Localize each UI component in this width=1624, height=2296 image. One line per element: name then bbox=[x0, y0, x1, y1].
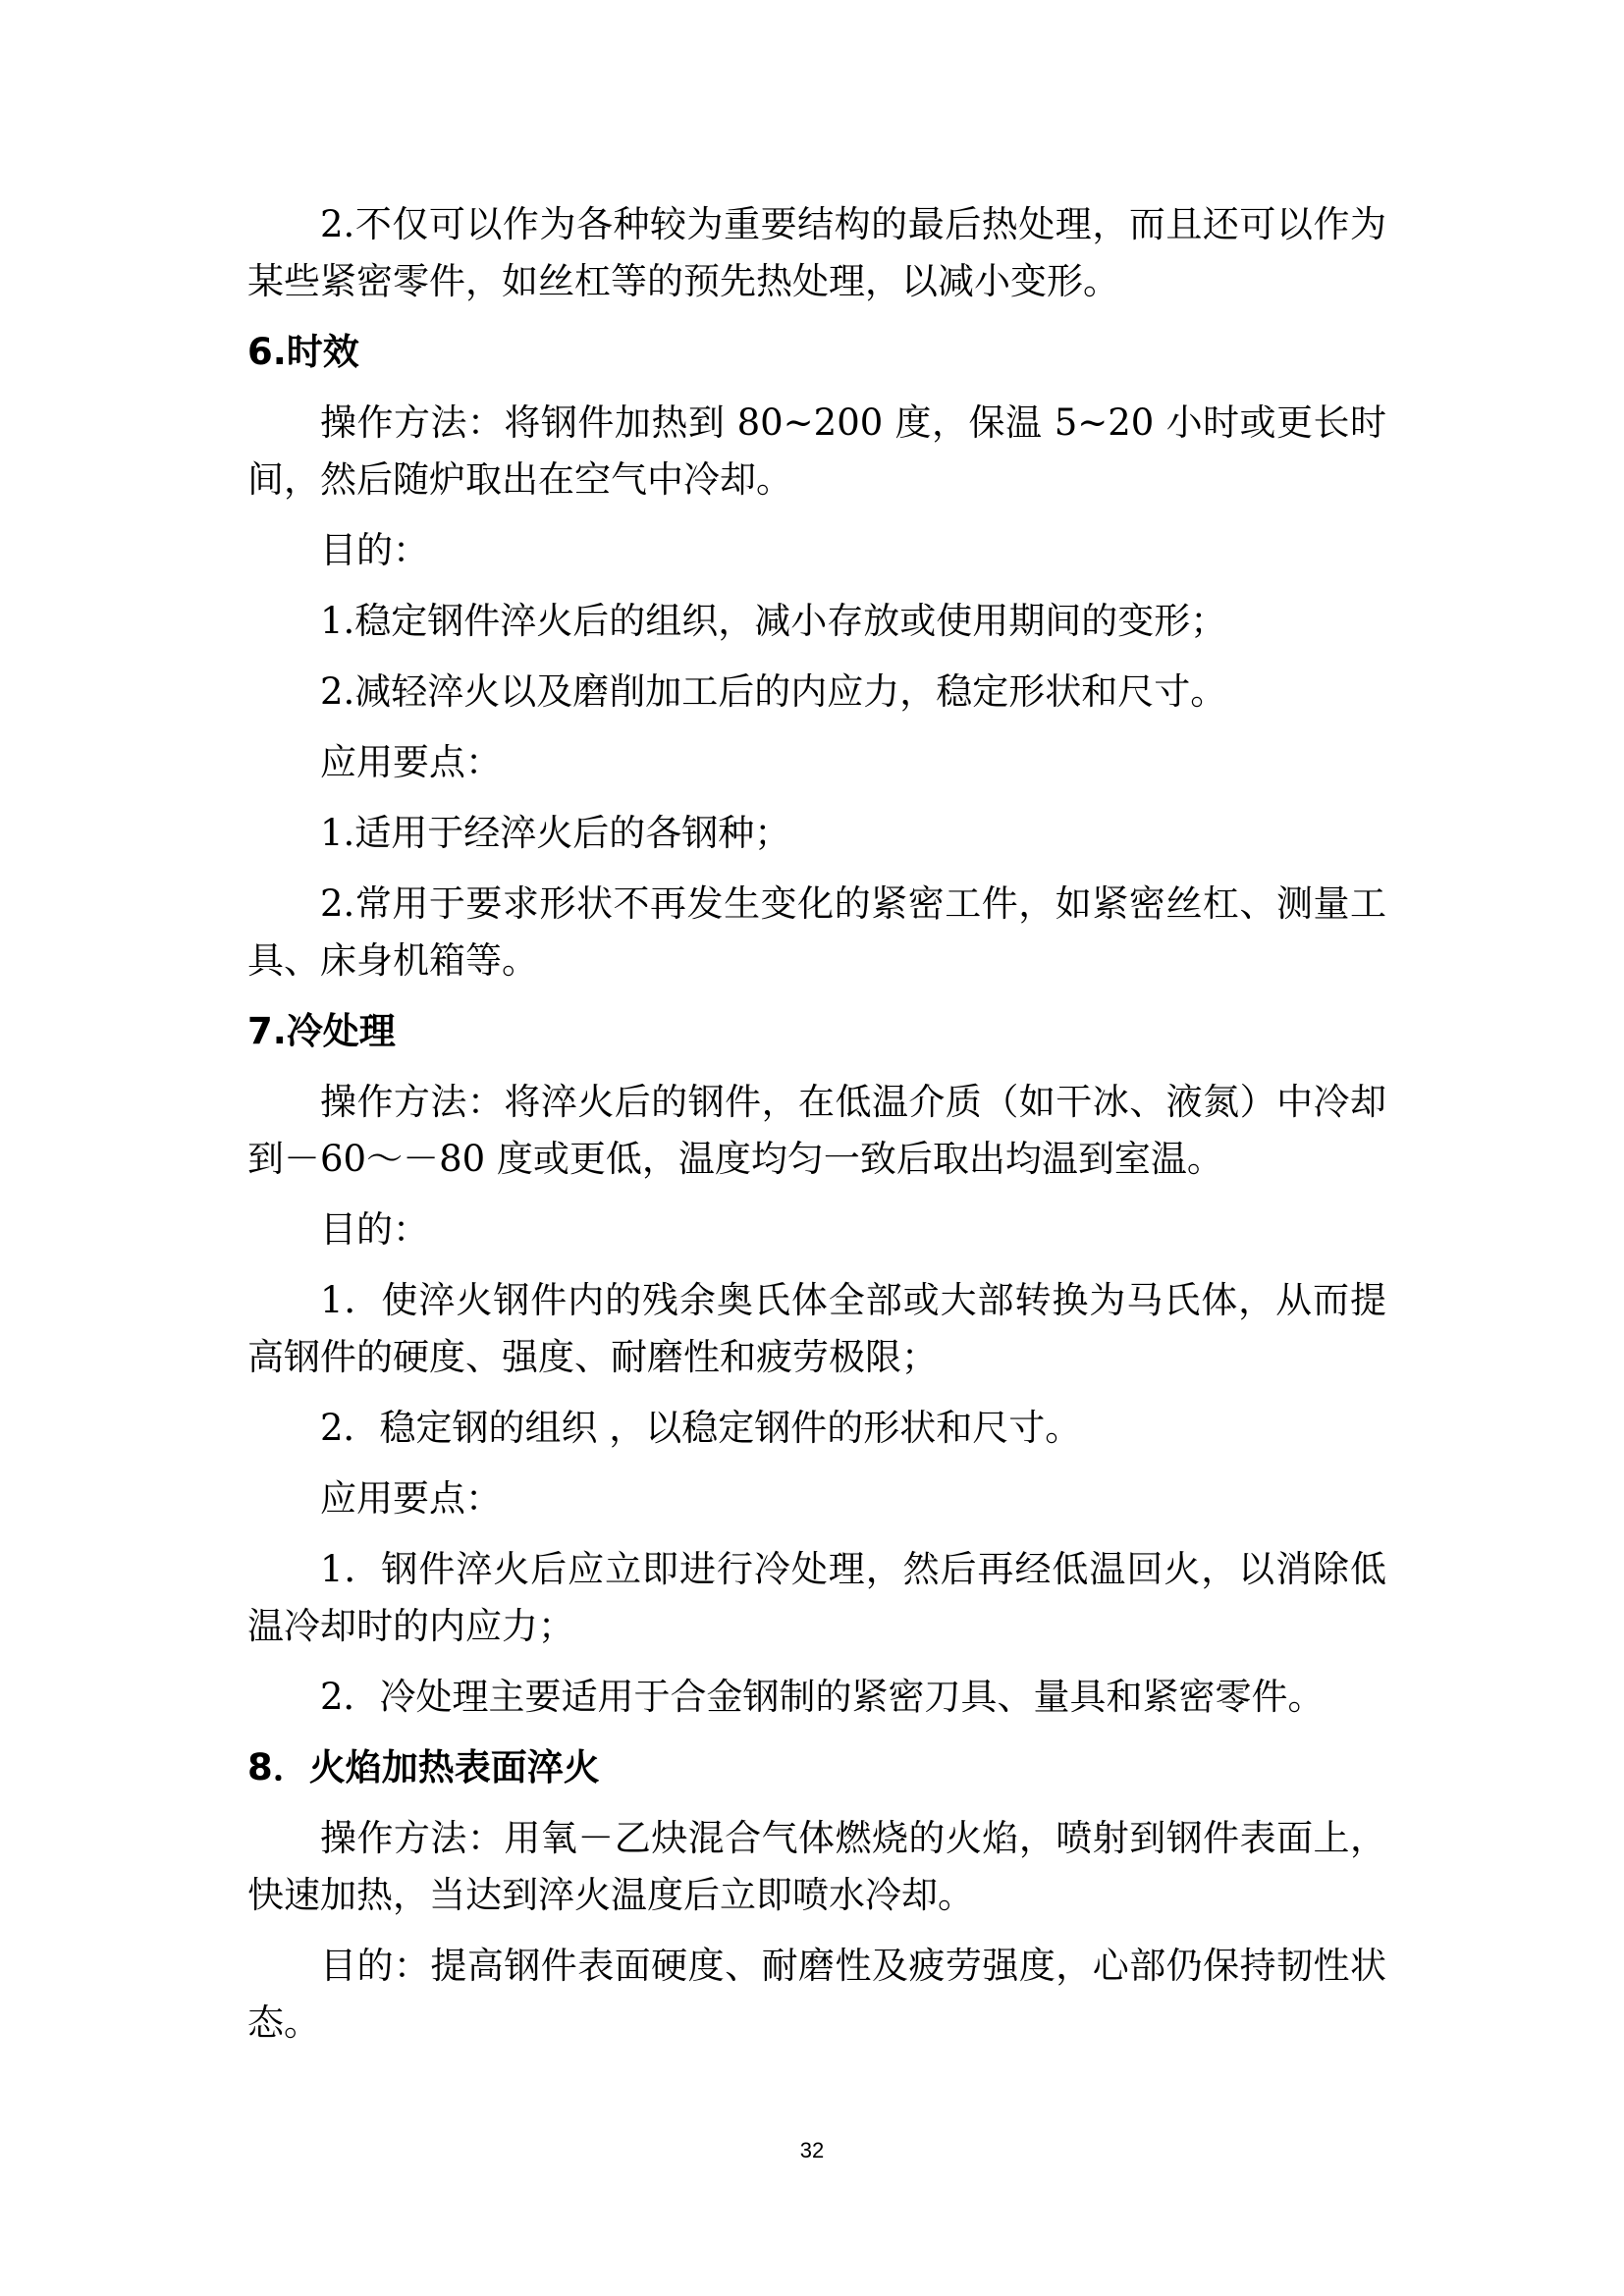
paragraph: 操作方法：将淬火后的钢件，在低温介质（如干冰、液氮）中冷却到－60～－80 度或更低，温度均匀一致后取出均温到室温。 bbox=[247, 1081, 1386, 1180]
paragraph: 操作方法：用氧－乙炔混合气体燃烧的火焰，喷射到钢件表面上，快速加热，当达到淬火温度后立即喷水冷却。 bbox=[247, 1817, 1386, 1916]
paragraph: 操作方法：将钢件加热到 80~200 度，保温 5~20 小时或更长时间，然后随炉取出在空气中冷却。 bbox=[247, 401, 1386, 501]
paragraph: 目的：提高钢件表面硬度、耐磨性及疲劳强度，心部仍保持韧性状态。 bbox=[247, 1945, 1386, 2044]
paragraph: 2.常用于要求形状不再发生变化的紧密工件，如紧密丝杠、测量工具、床身机箱等。 bbox=[247, 882, 1386, 982]
paragraph: 1.稳定钢件淬火后的组织，减小存放或使用期间的变形； bbox=[320, 600, 1227, 642]
page-number: 32 bbox=[799, 2138, 825, 2163]
paragraph: 1.适用于经淬火后的各钢种； bbox=[320, 812, 791, 854]
paragraph: 应用要点： bbox=[320, 1477, 502, 1520]
paragraph: 目的： bbox=[320, 1208, 429, 1251]
paragraph: 目的： bbox=[320, 529, 429, 571]
paragraph: 2．稳定钢的组织 ，以稳定钢件的形状和尺寸。 bbox=[320, 1407, 1082, 1449]
paragraph: 2.不仅可以作为各种较为重要结构的最后热处理，而且还可以作为某些紧密零件，如丝杠等的预先热处理，以减小变形。 bbox=[247, 203, 1386, 302]
paragraph: 1．使淬火钢件内的残余奥氏体全部或大部转换为马氏体，从而提高钢件的硬度、强度、耐磨性和疲劳极限； bbox=[247, 1279, 1386, 1378]
section-heading: 8．火焰加热表面淬火 bbox=[247, 1746, 600, 1789]
paragraph: 1．钢件淬火后应立即进行冷处理，然后再经低温回火，以消除低温冷却时的内应力； bbox=[247, 1548, 1386, 1647]
section-heading: 7.冷处理 bbox=[247, 1010, 396, 1052]
section-heading: 6.时效 bbox=[247, 331, 359, 373]
document-body bbox=[247, 196, 1386, 2065]
paragraph: 应用要点： bbox=[320, 741, 502, 783]
paragraph: 2.减轻淬火以及磨削加工后的内应力，稳定形状和尺寸。 bbox=[320, 670, 1227, 713]
paragraph: 2．冷处理主要适用于合金钢制的紧密刀具、量具和紧密零件。 bbox=[320, 1676, 1325, 1718]
